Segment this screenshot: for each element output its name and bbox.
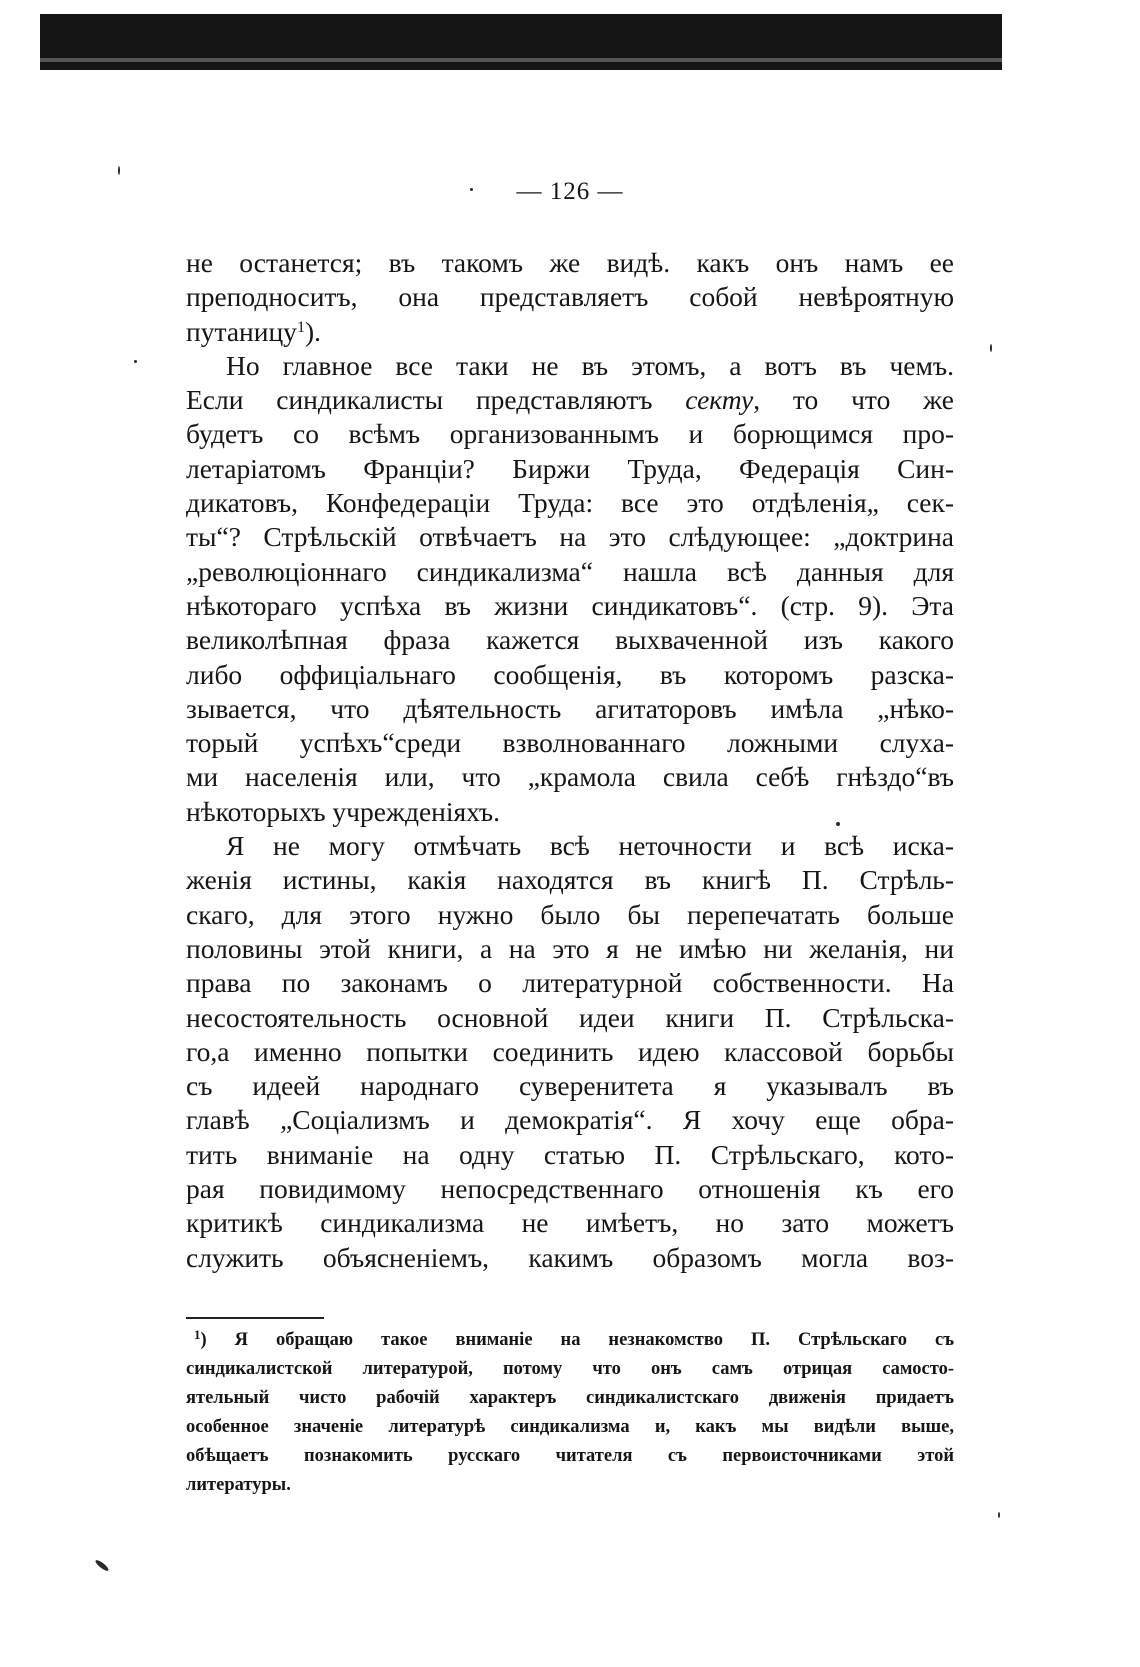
text-line: Я не могу отмѣчать всѣ неточности и всѣ иска- xyxy=(226,830,954,862)
text-line: преподноситъ, она представляетъ собой невѣроятную xyxy=(186,281,954,313)
text-segment: ) Я обращаю такое вниманіе на незнакомство П. Стрѣльскаго съ xyxy=(200,1330,954,1350)
text-line: тить вниманіе на одну статью П. Стрѣльскаго, кото- xyxy=(186,1138,954,1170)
text-line: великолѣпная фраза кажется выхваченной изъ какого xyxy=(186,624,954,656)
footnote-divider xyxy=(186,1317,324,1319)
scan-speck xyxy=(94,1559,110,1573)
text-line: зывается, что дѣятельность агитаторовъ имѣла „нѣко- xyxy=(186,692,954,724)
text-segment: Если синдикалисты представляютъ xyxy=(186,384,686,416)
text-segment: путаницу xyxy=(186,315,297,347)
footnote-marker: 1 xyxy=(194,1327,201,1342)
text-line: несостоятельность основной идеи книги П. Стрѣльска- xyxy=(186,1001,954,1033)
text-line: нѣкоторыхъ учрежденіяхъ. xyxy=(186,795,500,827)
footnote-line: синдикалистской литературой, потому что онъ самъ отрицая самосто- xyxy=(186,1359,954,1379)
text-segment: , то что же xyxy=(753,384,954,416)
text-line: Но главное все таки не въ этомъ, а вотъ въ чемъ. xyxy=(226,349,954,381)
text-line: либо оффиціальнаго сообщенія, въ которомъ разска- xyxy=(186,658,954,690)
text-line: половины этой книги, а на это я не имѣю ни желанія, ни xyxy=(186,932,954,964)
text-line xyxy=(186,315,954,349)
text-line: права по законамъ о литературной собственности. На xyxy=(186,967,954,999)
text-line: главѣ „Соціализмъ и демократія“. Я хочу еще обра- xyxy=(186,1104,954,1136)
emphasis: секту xyxy=(685,384,754,416)
text-line: го,а именно попытки соединить идею классовой борьбы xyxy=(186,1035,954,1067)
text-line xyxy=(186,383,954,417)
text-line: торый успѣхъ“среди взволнованнаго ложными слуха- xyxy=(186,727,954,759)
text-line: женія истины, какія находятся въ книгѣ П. Стрѣль- xyxy=(186,864,954,896)
scan-speck xyxy=(998,1512,1000,1518)
text-line: рая повидимому непосредственнаго отношенія къ его xyxy=(186,1173,954,1205)
scan-speck xyxy=(836,822,840,826)
page-number: — 126 — xyxy=(516,178,624,205)
text-line: скаго, для этого нужно было бы перепечатать больше xyxy=(186,898,954,930)
footnote-line: ятельный чисто рабочій характеръ синдикалистскаго движенія придаетъ xyxy=(186,1388,954,1408)
scan-speck xyxy=(470,188,473,191)
text-line: нѣкотораго успѣха въ жизни синдикатовъ“. (стр. 9). Эта xyxy=(186,589,954,621)
footnote-line: литературы. xyxy=(186,1475,291,1495)
footnote-reference: 1 xyxy=(296,318,305,336)
text-line: дикатовъ, Конфедераціи Труда: все это отдѣленія„ сек- xyxy=(186,487,954,519)
text-line: летаріатомъ Франціи? Биржи Труда, Федерація Син- xyxy=(186,452,954,484)
text-line: не останется; въ такомъ же видѣ. какъ онъ намъ ее xyxy=(186,247,954,278)
footnote-line: обѣщаетъ познакомить русскаго читателя съ первоисточниками этой xyxy=(186,1446,954,1466)
footnote-line: особенное значеніе литературѣ синдикализма и, какъ мы видѣли выше, xyxy=(186,1417,954,1437)
footnote-line xyxy=(186,1326,954,1355)
text-line: будетъ со всѣмъ организованнымъ и борющимся про- xyxy=(186,418,954,450)
main-text xyxy=(186,246,954,1275)
text-line: ты“? Стрѣльскій отвѣчаетъ на это слѣдующее: „доктрина xyxy=(186,521,954,553)
text-segment: ). xyxy=(304,315,321,347)
scan-speck xyxy=(990,344,992,352)
scan-top-border xyxy=(40,14,1002,70)
text-line: „революціоннаго синдикализма“ нашла всѣ данныя для xyxy=(186,555,954,587)
text-line: критикѣ синдикализма не имѣетъ, но зато можетъ xyxy=(186,1207,954,1239)
scan-speck xyxy=(118,166,120,175)
text-line: съ идеей народнаго суверенитета я указывалъ въ xyxy=(186,1070,954,1102)
text-line: ми населенія или, что „крамола свила себѣ гнѣздо“въ xyxy=(186,761,954,793)
text-line: служить объясненіемъ, какимъ образомъ могла воз- xyxy=(186,1241,954,1273)
footnote xyxy=(186,1326,954,1500)
scan-speck xyxy=(134,360,137,363)
